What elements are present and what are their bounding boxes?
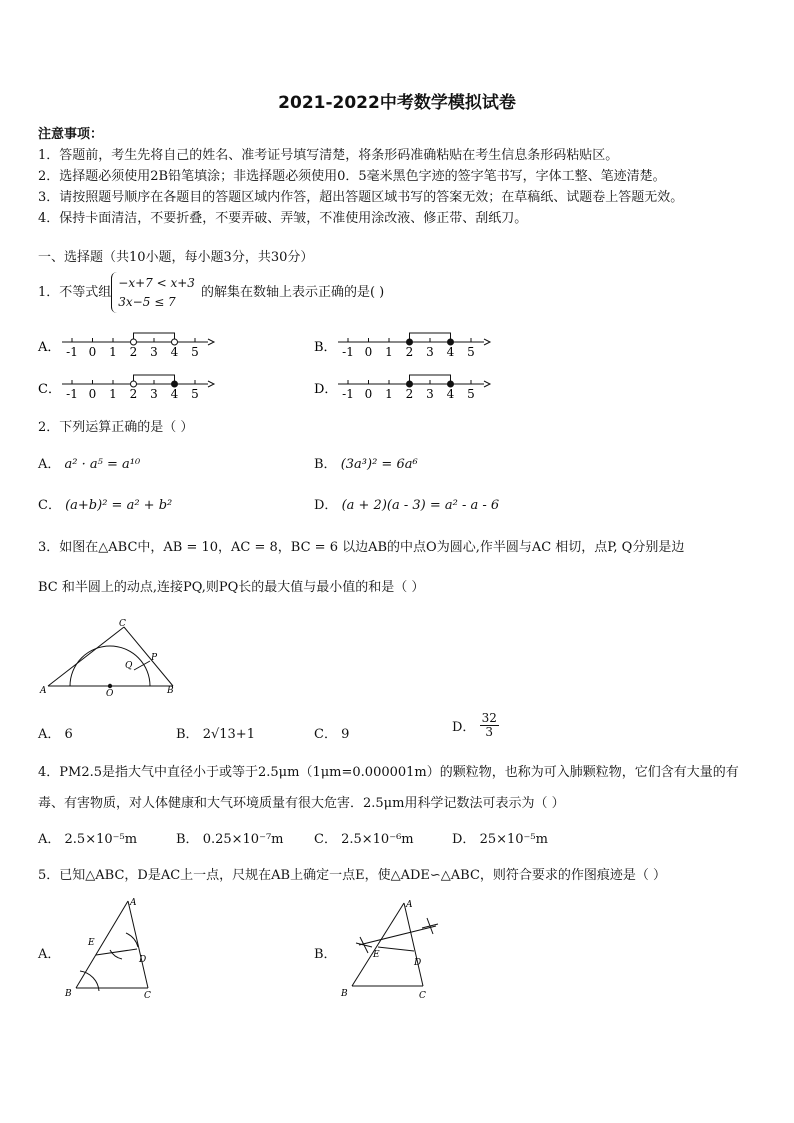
endpoint-dot (172, 339, 178, 345)
label-d: D (139, 955, 147, 965)
tick-label: 4 (446, 387, 455, 401)
arrow-icon (484, 339, 490, 345)
tick-label: 0 (364, 345, 373, 359)
endpoint-dot (407, 339, 413, 345)
arrow-icon (208, 381, 214, 387)
note-item: 2．选择题必须使用2B铅笔填涂；非选择题必须使用0．5毫米黑色字迹的签字笔书写，字体工整、笔迹清楚。 (38, 169, 666, 184)
q4-option-d (452, 828, 548, 847)
construction-figure-a (60, 895, 170, 1005)
question-3-line-2: BC 和半圆上的动点,连接PQ,则PQ长的最大值与最小值的和是（ ） (38, 580, 425, 595)
q2-option-c (38, 494, 172, 513)
option-label: D． (314, 382, 338, 397)
tick-label: 0 (364, 387, 373, 401)
label-q: Q (125, 661, 133, 671)
tick-label: -1 (66, 387, 78, 401)
q5-option-b-label: B． (314, 947, 337, 962)
q1-suffix: 的解集在数轴上表示正确的是( ) (200, 285, 385, 301)
question-5-stem: 5．已知△ABC，D是AC上一点，尺规在AB上确定一点E，使△ADE∽△ABC，则符合要求的作图痕迹是（ ） (38, 868, 667, 883)
label-c: C (144, 991, 151, 1001)
label-o: O (106, 689, 114, 699)
tick-label: 1 (109, 345, 117, 359)
option-text: (a + 2)(a - 3) = a² - a - 6 (341, 498, 500, 513)
q3-option-c (314, 723, 349, 742)
option-text: (3a³)² = 6a⁶ (340, 457, 418, 472)
tick-label: 5 (191, 387, 199, 401)
label-e: E (88, 938, 95, 948)
tick-label: 1 (385, 345, 393, 359)
endpoint-dot (131, 381, 137, 387)
endpoint-dot (448, 339, 454, 345)
question-2-stem: 2．下列运算正确的是（ ） (38, 420, 194, 435)
section-heading: 一、选择题（共10小题，每小题3分，共30分） (38, 250, 314, 265)
tick-label: 0 (88, 387, 97, 401)
triangle-semicircle-figure (38, 615, 188, 700)
tick-label: 4 (446, 345, 455, 359)
option-text: 9 (341, 727, 350, 742)
note-item: 1．答题前，考生先将自己的姓名、准考证号填写清楚，将条形码准确粘贴在考生信息条形码粘贴区。 (38, 148, 619, 163)
tick-label: 1 (109, 387, 117, 401)
option-text: 2.5×10⁻⁵m (64, 832, 138, 847)
question-4-line-2: 毒、有害物质，对人体健康和大气环境质量有很大危害．2.5μm用科学记数法可表示为（ ） (38, 796, 565, 811)
label-e: E (373, 950, 380, 960)
tick-label: 3 (426, 345, 434, 359)
label-a: A (130, 898, 137, 908)
option-label: A． (38, 340, 61, 355)
label-b: B (167, 686, 174, 696)
fraction (480, 712, 499, 739)
q4-option-a (38, 828, 137, 847)
note-item: 3．请按照题号顺序在各题目的答题区域内作答，超出答题区域书写的答案无效；在草稿纸、试题卷上答题无效。 (38, 190, 684, 205)
tick-label: 0 (88, 345, 97, 359)
fraction-numerator: 32 (481, 711, 497, 725)
option-label: D． (452, 832, 476, 847)
label-a: A (406, 900, 413, 910)
construction-figure-b (336, 895, 446, 1005)
question-4-line-1: 4．PM2.5是指大气中直径小于或等于2.5μm（1μm=0.000001m）的颗粒物，也称为可入肺颗粒物，它们含有大量的有 (38, 765, 739, 780)
option-label: C． (314, 832, 337, 847)
number-line-option-c (36, 368, 226, 402)
tick-label: -1 (66, 345, 78, 359)
notes-heading: 注意事项： (38, 127, 104, 142)
q5-option-a-label: A． (38, 947, 61, 962)
q1-prefix: 1．不等式组 (38, 285, 112, 301)
tick-label: 3 (150, 345, 158, 359)
q3-option-a (38, 723, 73, 742)
option-text: 0.25×10⁻⁷m (202, 832, 284, 847)
fraction-denominator: 3 (485, 725, 494, 740)
q2-option-a (38, 453, 140, 472)
tick-label: 1 (385, 387, 393, 401)
option-label: A． (38, 727, 61, 742)
tick-label: 5 (191, 345, 199, 359)
label-c: C (119, 619, 126, 629)
q3-option-b (176, 723, 255, 742)
tick-label: 2 (129, 387, 138, 401)
tick-label: 2 (129, 345, 138, 359)
option-label: B． (176, 832, 199, 847)
label-c: C (419, 991, 426, 1001)
tick-label: 5 (467, 345, 475, 359)
option-text: a² · a⁵ = a¹⁰ (64, 457, 141, 472)
option-label: C． (38, 382, 61, 397)
option-label: D． (452, 720, 476, 736)
option-label: B． (314, 457, 337, 472)
label-b: B (65, 989, 72, 999)
inequality-1: −x+7 < x+3 (118, 276, 195, 290)
q3-option-d (452, 712, 499, 739)
tick-label: 2 (405, 387, 414, 401)
tick-label: -1 (342, 345, 354, 359)
label-p: P (151, 653, 158, 663)
endpoint-dot (131, 339, 137, 345)
endpoint-dot (448, 381, 454, 387)
option-label: B． (176, 727, 199, 742)
number-line-option-a (36, 326, 226, 360)
endpoint-dot (407, 381, 413, 387)
option-text: (a+b)² = a² + b² (65, 498, 173, 513)
endpoint-dot (172, 381, 178, 387)
inequality-2: 3x−5 ≤ 7 (118, 294, 176, 309)
question-3-line-1: 3．如图在△ABC中，AB = 10，AC = 8，BC = 6 以边AB的中点O为圆心,作半圆与AC 相切，点P, Q分别是边 (38, 540, 685, 555)
note-item: 4．保持卡面清洁，不要折叠，不要弄破、弄皱，不准使用涂改液、修正带、刮纸刀。 (38, 211, 528, 226)
inequality-system (111, 272, 201, 313)
q4-option-b (176, 828, 283, 847)
tick-label: 4 (170, 387, 179, 401)
option-text: 2√13+1 (202, 727, 255, 742)
option-label: C． (314, 727, 337, 742)
option-text: 25×10⁻⁵m (479, 832, 548, 847)
tick-label: 2 (405, 345, 414, 359)
tick-label: 3 (426, 387, 434, 401)
tick-label: 3 (150, 387, 158, 401)
label-d: D (414, 958, 422, 968)
question-1-stem (38, 272, 384, 313)
label-a: A (40, 686, 47, 696)
option-label: D． (314, 498, 338, 513)
q2-option-d (314, 494, 499, 513)
tick-label: 5 (467, 387, 475, 401)
q2-option-b (314, 453, 418, 472)
arrow-icon (484, 381, 490, 387)
label-b: B (341, 989, 348, 999)
option-label: A． (38, 832, 61, 847)
q4-option-c (314, 828, 414, 847)
tick-label: 4 (170, 345, 179, 359)
tick-label: -1 (342, 387, 354, 401)
option-text: 6 (64, 727, 73, 742)
option-text: 2.5×10⁻⁶m (341, 832, 414, 847)
option-label: B． (314, 340, 337, 355)
page-title: 2021-2022中考数学模拟试卷 (278, 93, 516, 113)
number-line-option-d (312, 368, 502, 402)
number-line-option-b (312, 326, 502, 360)
option-label: A． (38, 457, 61, 472)
option-label: C． (38, 498, 61, 513)
arrow-icon (208, 339, 214, 345)
